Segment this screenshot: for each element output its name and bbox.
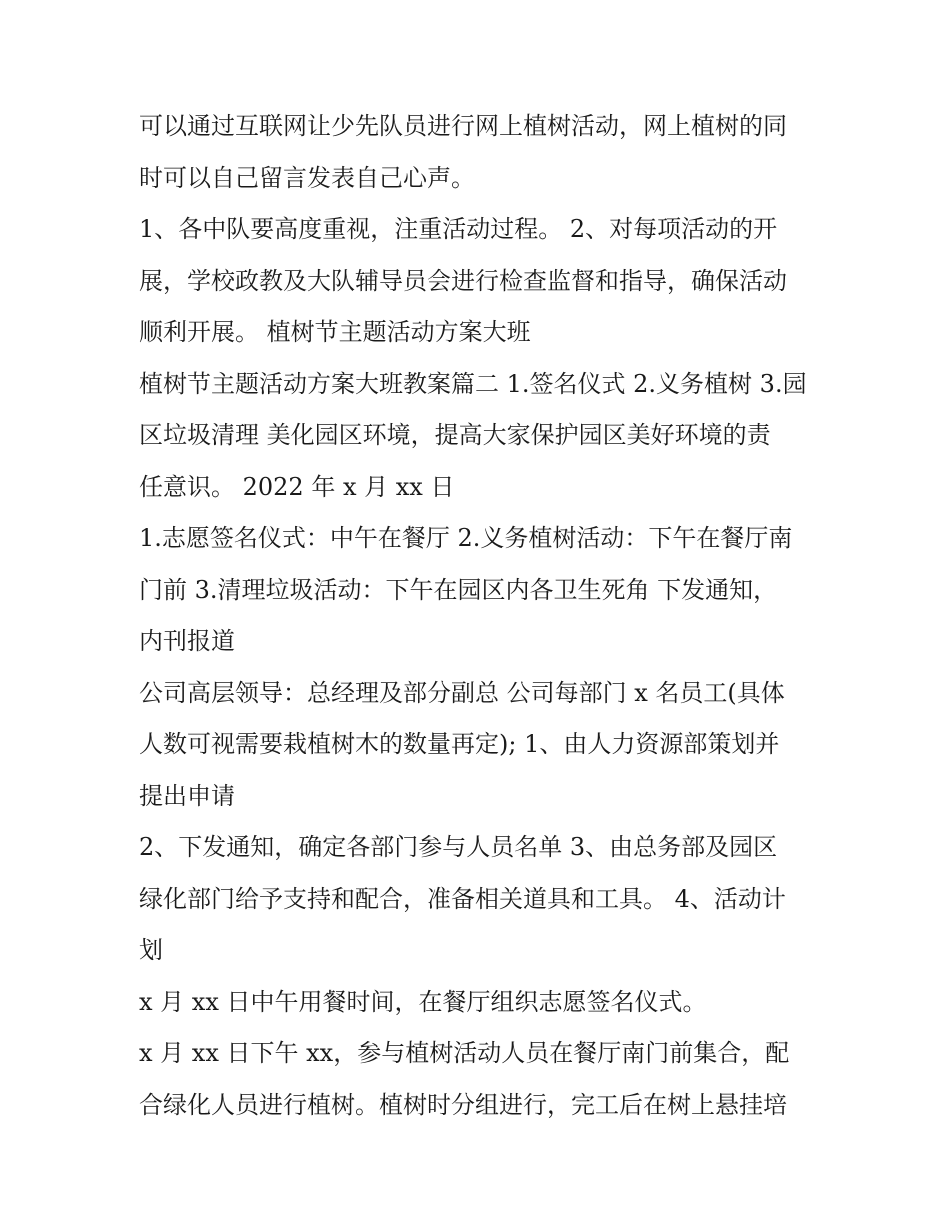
- document-body: [139, 101, 819, 1131]
- paragraph-planting-time: x 月 xx 日下午 xx，参与植树活动人员在餐厅南门前集合，配 合绿化人员进行植树。植树时分组进行，完工后在树上悬挂培: [139, 1039, 790, 1119]
- paragraph-signing-time: x 月 xx 日中午用餐时间，在餐厅组织志愿签名仪式。: [139, 987, 707, 1016]
- paragraph-schedule: 1.志愿签名仪式：中午在餐厅 2.义务植树活动：下午在餐厅南 门前 3.清理垃圾活动：下午在园区内各卫生死角 下发通知， 内刊报道: [139, 524, 793, 655]
- paragraph-online-planting: 可以通过互联网让少先队员进行网上植树活动，网上植树的同 时可以自己留言发表自己心声。: [139, 112, 787, 192]
- paragraph-participants: 公司高层领导：总经理及部分副总 公司每部门 x 名员工(具体 人数可视需要栽植树木的数量再定); 1、由人力资源部策划并 提出申请: [139, 678, 785, 810]
- paragraph-notice: 2、下发通知，确定各部门参与人员名单 3、由总务部及园区 绿化部门给予支持和配合，准备相关道具和工具。 4、活动计 划: [139, 833, 786, 964]
- paragraph-plan-two: 植树节主题活动方案大班教案篇二 1.签名仪式 2.义务植树 3.园 区垃圾清理 美化园区环境，提高大家保护园区美好环境的责 任意识。 2022 年 x 月 xx 日: [139, 369, 807, 501]
- paragraph-requirements: 1、各中队要高度重视，注重活动过程。 2、对每项活动的开 展，学校政教及大队辅导员会进行检查监督和指导，确保活动 顺利开展。 植树节主题活动方案大班: [139, 215, 787, 346]
